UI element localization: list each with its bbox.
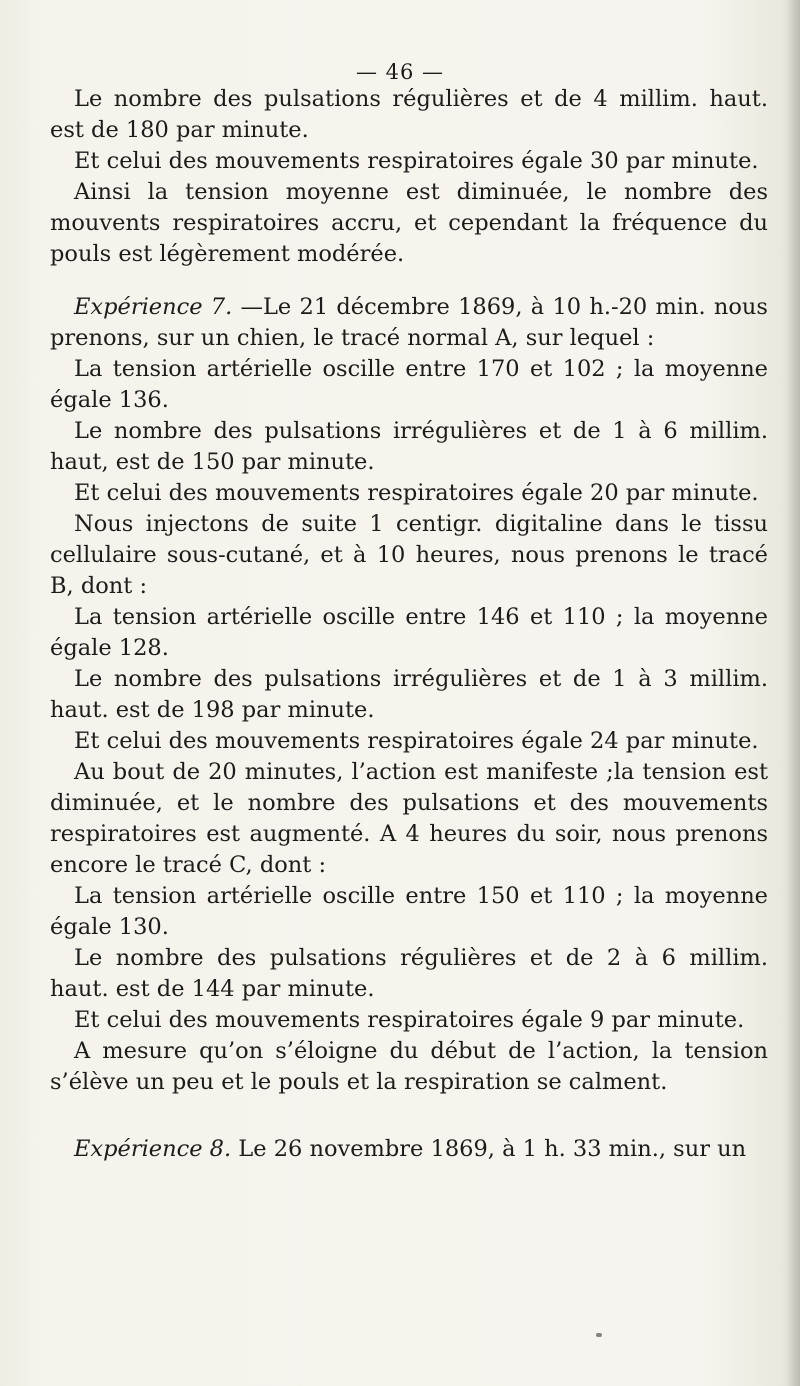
paragraph: Le nombre des pulsations irrégulières et de 1 à 3 millim. haut. est de 198 par minute. [50,666,768,723]
page-edge-shadow [786,0,800,1386]
experiment-8-label: Expérience 8. [74,1136,232,1162]
paragraph: La tension artérielle oscille entre 150 et 110 ; la moyenne égale 130. [50,883,768,940]
paragraph: Au bout de 20 minutes, l’action est manifeste ;la tension est diminuée, et le nombre des pulsations et des mouvements respiratoires est augmenté. A 4 heures du soir, nous prenons encore le tracé C, dont : [50,759,768,878]
paragraph: La tension artérielle oscille entre 170 et 102 ; la moyenne égale 136. [50,356,768,413]
experiment-8-heading-paragraph [50,1134,768,1165]
experiment-8-lead: Le 26 novembre 1869, à 1 h. 33 min., sur un [231,1136,747,1162]
paragraph: Nous injectons de suite 1 centigr. digitaline dans le tissu cellulaire sous-cutané, et à 10 heures, nous prenons le tracé B, dont : [50,511,768,599]
ink-speck [596,1333,602,1337]
paragraph: Et celui des mouvements respiratoires égale 30 par minute. [74,148,759,174]
paragraph: Et celui des mouvements respiratoires égale 24 par minute. [74,728,759,754]
experiment-7-heading-paragraph [50,292,768,354]
paragraph: Le nombre des pulsations irrégulières et de 1 à 6 millim. haut, est de 150 par minute. [50,418,768,475]
paragraph: Le nombre des pulsations régulières et de 4 millim. haut. est de 180 par minute. [50,86,768,143]
paragraph: La tension artérielle oscille entre 146 et 110 ; la moyenne égale 128. [50,604,768,661]
paragraph: Le nombre des pulsations régulières et de 2 à 6 millim. haut. est de 144 par minute. [50,945,768,1002]
paragraph: Et celui des mouvements respiratoires égale 9 par minute. [74,1007,745,1033]
paragraph: Ainsi la tension moyenne est diminuée, le nombre des mouvents respiratoires accru, et cependant la fréquence du pouls est légèrement modérée. [50,179,768,267]
paragraph: A mesure qu’on s’éloigne du début de l’action, la tension s’élève un peu et le pouls et la respiration se calment. [50,1038,768,1095]
experiment-7-label: Expérience 7. [74,294,233,320]
body-text [50,84,768,1165]
experiment-7-lead: —Le 21 décembre 1869, à 10 h.-20 min. nous prenons, sur un chien, le tracé normal A, sur lequel : [50,294,768,351]
paragraph: Et celui des mouvements respiratoires égale 20 par minute. [74,480,759,506]
page-number: — 46 — [355,60,445,84]
